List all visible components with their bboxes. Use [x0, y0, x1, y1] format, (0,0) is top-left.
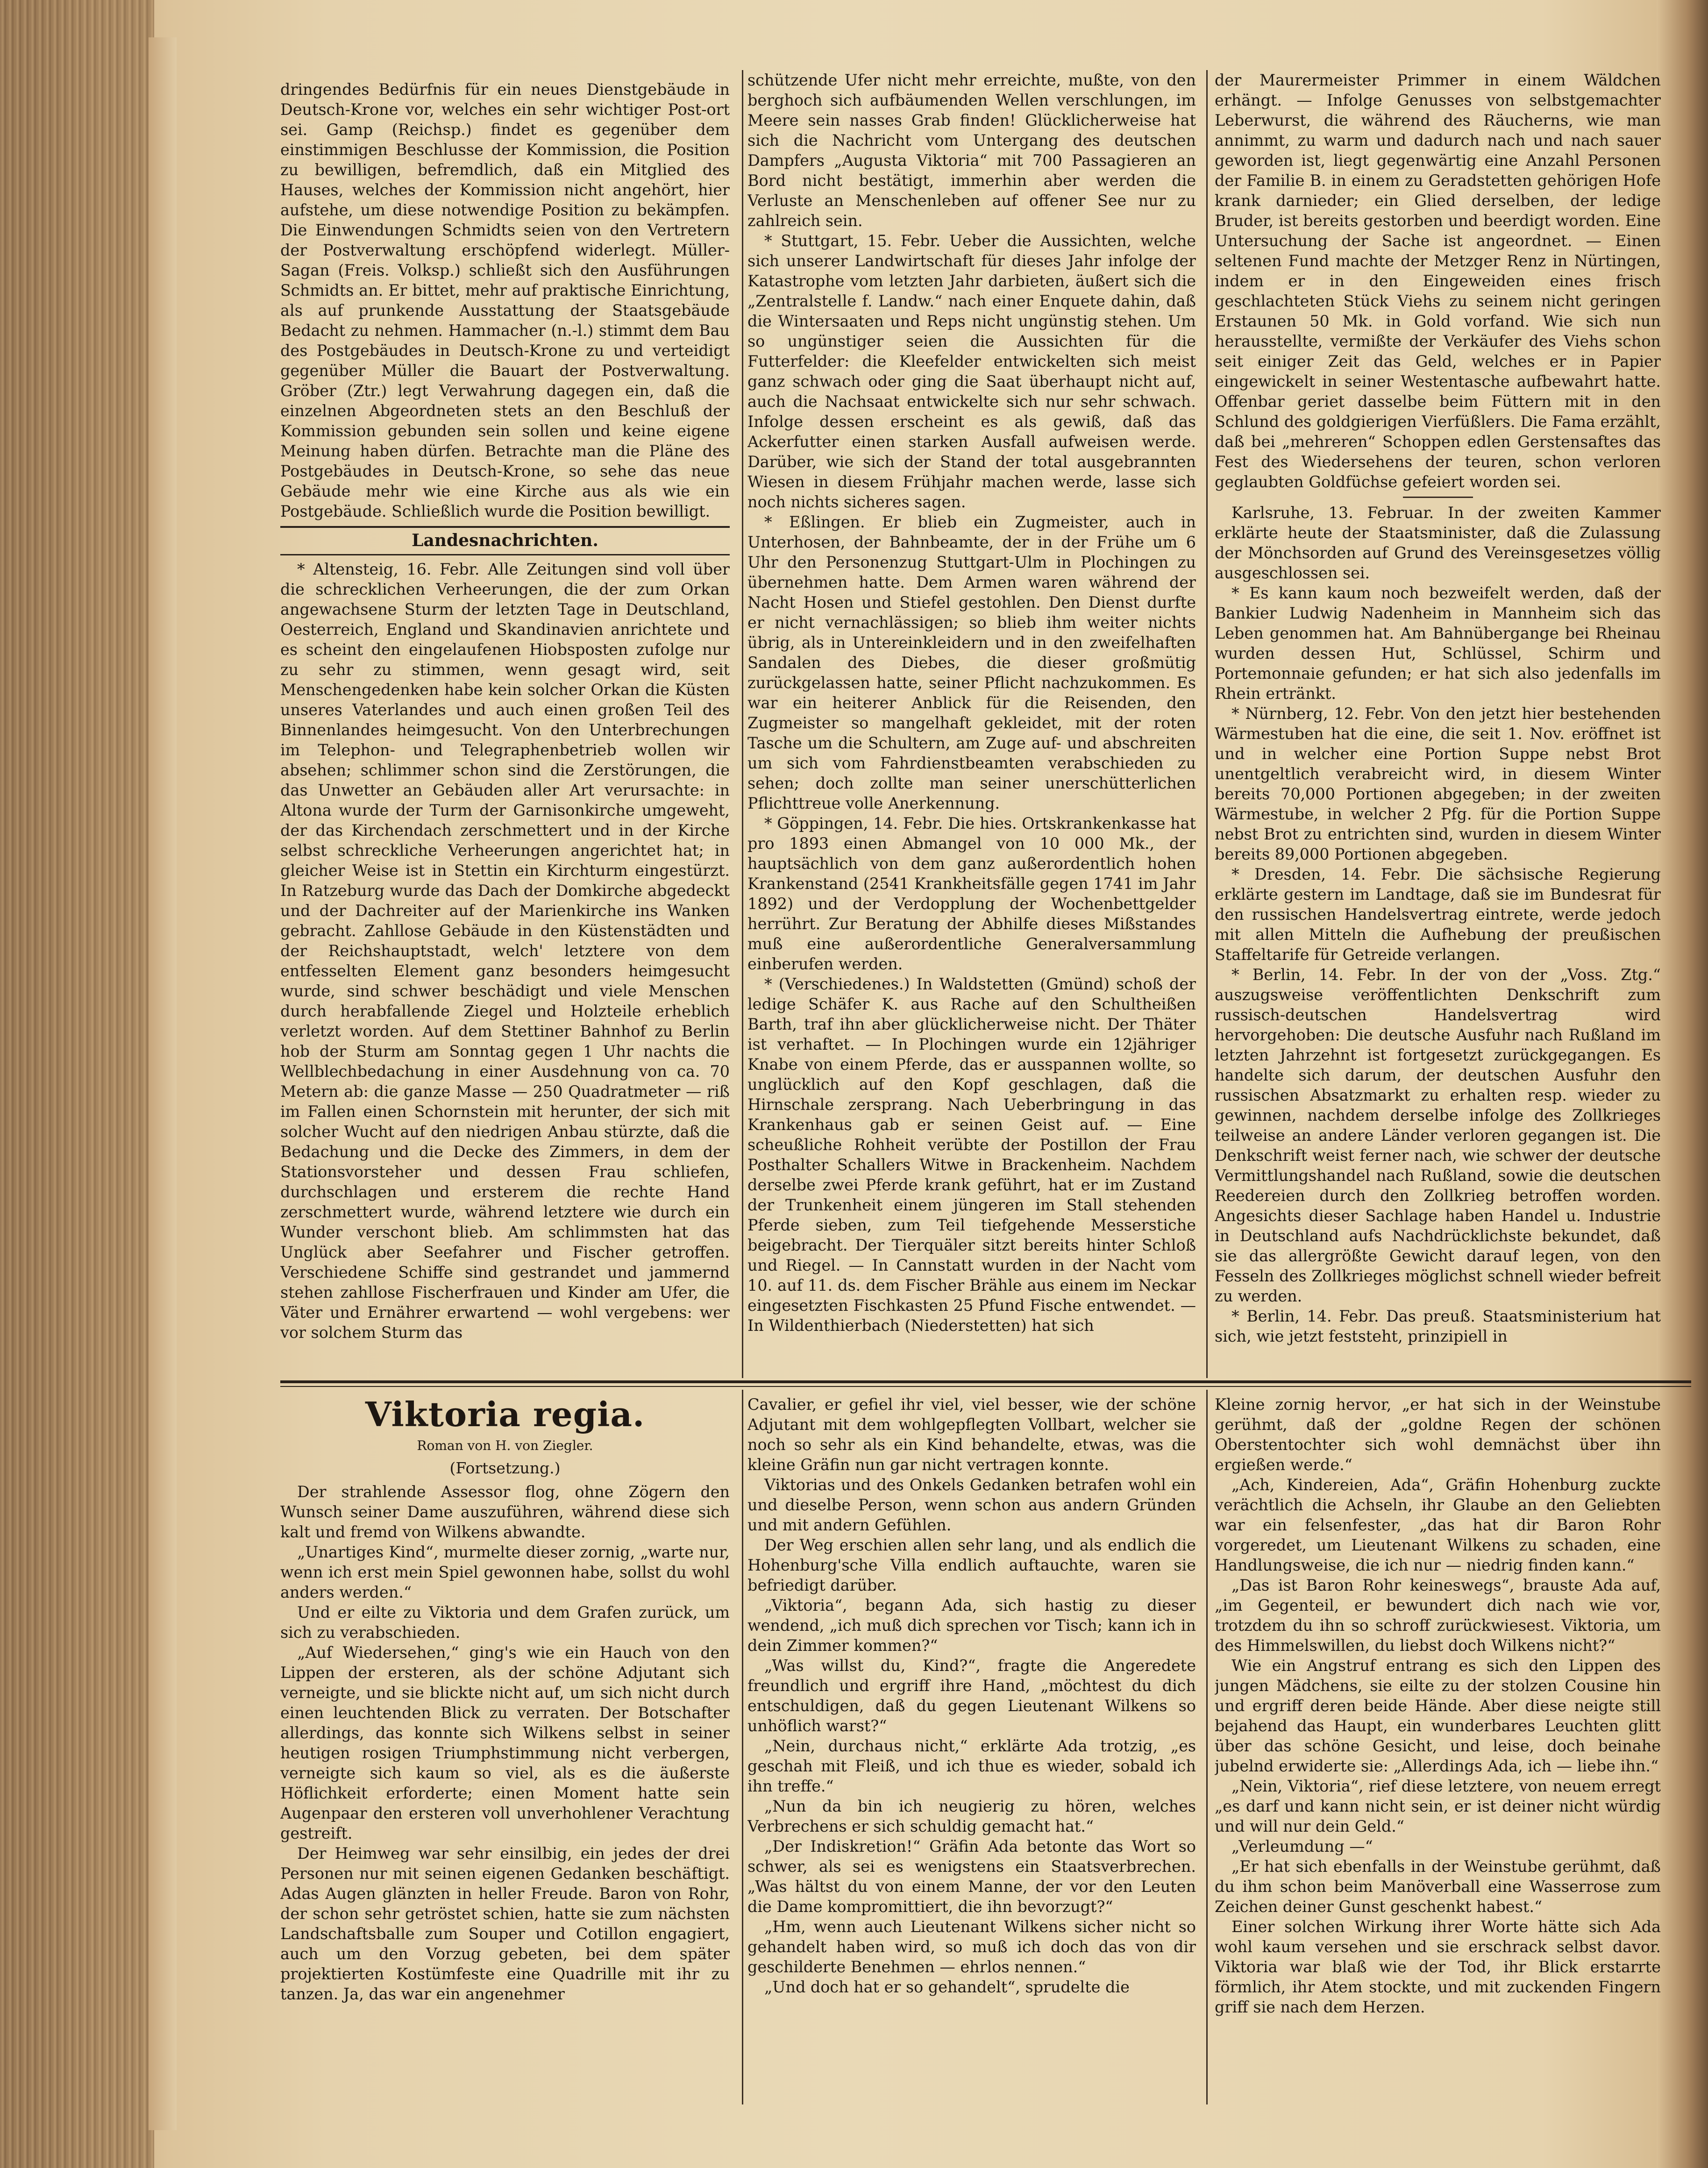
novel-paragraph: „Auf Wiedersehen,“ ging's wie ein Hauch von den Lippen der ersteren, als der schöne Adjutant sich verneigte, und sie blickte nicht auf, um sich nicht durch einen leuchtenden Blick zu verraten. Der Botschafter allerdings, das konnte sich Wilkens selbst in seiner heutigen rosigen Triumphstimmung nicht verbergen, verneigte sich kaum so viel, als es die äußerste Höflichkeit erforderte; einen Moment hatte sein Augenpaar den ersteren voll unverhohlener Verachtung gestreift.: [280, 1643, 730, 1842]
article-karlsruhe: Karlsruhe, 13. Februar. In der zweiten Kammer erklärte heute der Staatsminister, daß die Zulassung der Mönchsorden auf Grund des Vereinsgesetzes völlig ausgeschlossen sei.: [1215, 504, 1661, 582]
article-divider: [1403, 497, 1473, 498]
novel-paragraph: Und er eilte zu Viktoria und dem Grafen zurück, um sich zu verabschieden.: [280, 1603, 730, 1642]
column-rule: [1206, 1390, 1208, 2104]
novel-paragraph: „Hm, wenn auch Lieutenant Wilkens sicher nicht so gehandelt haben wird, so muß ich doch das von dir geschilderte Benehmen — ehrlos nennen.“: [747, 1918, 1196, 1976]
novel-title: Viktoria regia.: [365, 1394, 645, 1434]
section-rule: [280, 526, 730, 528]
novel-paragraph: „Verleumdung —“: [1231, 1837, 1373, 1855]
novel-paragraph: „Der Indiskretion!“ Gräfin Ada betonte das Wort so schwer, als sei es wenigstens ein Staatsverbrechen. „Was hältst du von einem Manne, der vor den Leuten die Dame kompromittiert, die ihn bevorzugt?“: [747, 1837, 1196, 1916]
next-page-edge: [1657, 0, 1708, 2168]
feuilleton-column-2: [747, 1394, 1196, 2104]
article-storm-continued: schützende Ufer nicht mehr erreichte, mußte, von den berghoch sich aufbäumenden Wellen verschlungen, im Meere sein nasses Grab finden! Glücklicherweise hat sich die Nachricht vom Untergang des deutschen Dampfers „Augusta Viktoria“ mit 700 Passagieren an Bord nicht bestätigt, immerhin aber werden die Verluste an Menschenleben auf offener See nur zu zahlreich sein.: [747, 71, 1196, 230]
novel-paragraph: „Unartiges Kind“, murmelte dieser zornig, „warte nur, wenn ich erst mein Spiel gewonnen habe, sollst du wohl anders werden.“: [280, 1543, 730, 1601]
article-parliament-continued: dringendes Bedürfnis für ein neues Dienstgebäude in Deutsch-Krone vor, welches ein sehr wichtiger Post-ort sei. Gamp (Reichsp.) findet es gegenüber dem einstimmigen Beschlusse der Kommission, die Position zu bewilligen, befremdlich, daß ein Mitglied des Hauses, welches der Kommission nicht angehört, hier aufstehe, um diese notwendige Position zu bekämpfen. Die Einwendungen Schmidts seien von den Vertretern der Postverwaltung erschöpfend widerlegt. Müller-Sagan (Freis. Volksp.) schließt sich den Ausführungen Schmidts an. Er bittet, mehr auf praktische Einrichtung, als auf prunkende Ausstattung der Staatsgebäude Bedacht zu nehmen. Hammacher (n.-l.) stimmt dem Bau des Postgebäudes in Deutsch-Krone zu und verteidigt gegenüber Müller die Bauart der Postverwaltung. Gröber (Ztr.) legt Verwahrung dagegen ein, daß die einzelnen Abgeordneten stets an den Beschluß der Kommission gebunden sein sollen und keine eigene Meinung haben dürfen. Betrachte man die Pläne des Postgebäudes in Deutsch-Krone, so sehe das neue Gebäude mehr wie eine Kirche aus als wie ein Postgebäude. Schließlich wurde die Position bewilligt.: [280, 80, 730, 520]
novel-paragraph: Der strahlende Assessor flog, ohne Zögern den Wunsch seiner Dame auszuführen, während diese sich kalt und fremd von Wilkens abwandte.: [280, 1483, 730, 1541]
news-column-1: [280, 79, 730, 1376]
column-rule: [1206, 70, 1208, 1378]
column-rule: [742, 1390, 743, 2104]
novel-paragraph: „Und doch hat er so gehandelt“, sprudelte die: [764, 1978, 1130, 1996]
article-berlin-handelsvertrag: * Berlin, 14. Febr. In der von der „Voss. Ztg.“ auszugsweise veröffentlichten Denkschrift zum russisch-deutschen Handelsvertrag wird hervorgehoben: Die deutsche Ausfuhr nach Rußland im letzten Jahrzehnt ist fortgesetzt zurückgegangen. Es handelte sich darum, der deutschen Ausfuhr den russischen Absatzmarkt zu erhalten resp. wieder zu gewinnen, nachdem derselbe infolge des Zollkrieges teilweise an andere Länder verloren gegangen ist. Die Denkschrift weist ferner nach, wie schwer der deutsche Vermittlungshandel nach Rußland, sowie die deutschen Reedereien durch den Zollkrieg betroffen worden. Angesichts dieser Sachlage haben Handel u. Industrie in Deutschland aufs Nachdrücklichste bekundet, daß sie das allergrößte Gewicht darauf legen, von den Fesseln des Zollkrieges möglichst schnell wieder befreit zu werden.: [1215, 966, 1661, 1305]
news-column-2: [747, 70, 1196, 1376]
feuilleton-column-1: [280, 1394, 730, 2104]
article-nuernberg: * Nürnberg, 12. Febr. Von den jetzt hier bestehenden Wärmestuben hat die eine, die seit 1. Nov. eröffnet ist und in welcher eine Portion Suppe nebst Brot unentgeltlich verabreicht wird, in diesem Winter bereits 70,000 Portionen abgegeben; in der zweiten Wärmestube, in welcher 2 Pfg. für die Portion Suppe nebst Brot zu entrichten sind, wurden in diesem Winter bereits 89,000 Portionen abgegeben.: [1215, 704, 1661, 863]
section-rule: [280, 554, 730, 555]
novel-paragraph: „Ach, Kindereien, Ada“, Gräfin Hohenburg zuckte verächtlich die Achseln, ihr Glaube an den Geliebten war ein felsenfester, „das hat dir Baron Rohr vorgeredet, um Lieutenant Wilkens zu schaden, eine Handlungsweise, die ich nur — niedrig finden kann.“: [1215, 1476, 1661, 1574]
novel-paragraph: Viktorias und des Onkels Gedanken betrafen wohl ein und dieselbe Person, wenn schon aus andern Gründen und mit andern Gefühlen.: [747, 1476, 1196, 1534]
page-stack-edge: [149, 37, 177, 2130]
feuilleton-column-3: [1215, 1394, 1661, 2104]
novel-paragraph: Der Weg erschien allen sehr lang, und als endlich die Hohenburg'sche Villa endlich auftauchte, waren sie befriedigt darüber.: [747, 1536, 1196, 1594]
novel-paragraph: „Nein, Viktoria“, rief diese letztere, von neuem erregt „es darf und kann nicht sein, er ist deiner nicht würdig und will nur dein Geld.“: [1215, 1777, 1661, 1835]
article-mannheim: * Es kann kaum noch bezweifelt werden, daß der Bankier Ludwig Nadenheim in Mannheim sich das Leben genommen hat. Am Bahnübergange bei Rheinau wurden dessen Hut, Schlüssel, Schirm und Portemonnaie gefunden; er hat sich also jedenfalls im Rhein ertränkt.: [1215, 584, 1661, 703]
column-rule: [742, 70, 743, 1378]
novel-paragraph: „Nun da bin ich neugierig zu hören, welches Verbrechens er sich schuldig gemacht hat.“: [747, 1797, 1196, 1835]
novel-continuation-note: (Fortsetzung.): [449, 1459, 561, 1477]
novel-paragraph: Cavalier, er gefiel ihr viel, viel besser, wie der schöne Adjutant mit dem wohlgepflegten Vollbart, welcher sie noch so sehr als ein Kind behandelte, etwas, was die kleine Gräfin nun gar nicht vertragen konnte.: [747, 1395, 1196, 1474]
book-binding: [0, 0, 154, 2168]
article-esslingen: * Eßlingen. Er blieb ein Zugmeister, auch in Unterhosen, der Bahnbeamte, der in der Frühe um 6 Uhr den Personenzug Stuttgart-Ulm in Plochingen zu übernehmen hatte. Dem Armen waren während der Nacht Hosen und Stiefel gestohlen. Den Dienst durfte er nicht vernachlässigen; so blieb ihm weiter nichts übrig, als in Untereinkleidern und in den zweifelhaften Sandalen des Diebes, die dieser großmütig zurückgelassen hatte, seiner Pflicht nachzukommen. Es war ein heiterer Anblick für die Reisenden, den Zugmeister so mangelhaft gekleidet, mit der roten Tasche um die Schultern, am Zuge auf- und abschreiten um sich vom Fahrdienstbeamten verabschieden zu sehen; doch zollte man seiner unerschütterlichen Pflichttreue volle Anerkennung.: [747, 513, 1196, 812]
section-heading-landesnachrichten: Landesnachrichten.: [412, 531, 598, 550]
novel-paragraph: Wie ein Angstruf entrang es sich den Lippen des jungen Mädchens, sie eilte zu der stolzen Cousine hin und ergriff deren beide Hände. Aber diese neigte still bejahend das Haupt, ein wunderbares Leuchten glitt über das schöne Gesicht, und leise, doch beinahe jubelnd erwiderte sie: „Allerdings Ada, ich — liebe ihn.“: [1215, 1656, 1661, 1775]
novel-paragraph: „Er hat sich ebenfalls in der Weinstube gerühmt, daß du ihm schon beim Manöverball eine Wasserrose zum Zeichen deiner Gunst geschenkt habest.“: [1215, 1857, 1661, 1916]
novel-paragraph: Kleine zornig hervor, „er hat sich in der Weinstube gerühmt, daß der „goldne Regen der schönen Oberstentochter sich wohl demnächst über ihn ergießen werde.“: [1215, 1395, 1661, 1474]
feuilleton-separator: [280, 1380, 1691, 1383]
article-altensteig: * Altensteig, 16. Febr. Alle Zeitungen sind voll über die schrecklichen Verheerungen, die der zum Orkan angewachsene Sturm der letzten Tage in Deutschland, Oesterreich, England und Skandinavien anrichtete und es scheint den eingelaufenen Hiobsposten zufolge nur zu sehr zu stimmen, wenn gesagt wird, seit Menschengedenken habe kein solcher Orkan die Küsten unseres Vaterlandes und auch einen großen Teil des Binnenlandes heimgesucht. Von den Unterbrechungen im Telephon- und Telegraphenbetrieb wollen wir absehen; schlimmer schon sind die Zerstörungen, die das Unwetter an Gebäuden aller Art verursachte: in Altona wurde der Turm der Garnisonkirche umgeweht, der das Kirchendach zerschmettert und in der Kirche selbst schreckliche Verheerungen angerichtet hat; in gleicher Weise ist in Stettin ein Kirchturm eingestürzt. In Ratzeburg wurde das Dach der Domkirche abgedeckt und der Dachreiter auf der Marienkirche ins Wanken gebracht. Zahllose Gebäude in den Küstenstädten und der Reichshauptstadt, welch' letztere von dem entfesselten Element ganz besonders heimgesucht wurde, sind schwer beschädigt und viele Menschen durch herabfallende Ziegel und Holzteile erheblich verletzt worden. Auf dem Stettiner Bahnhof zu Berlin hob der Sturm am Sonntag gegen 1 Uhr nachts die Wellblechbedachung in einer Ausdehnung von ca. 70 Metern ab: die ganze Masse — 250 Quadratmeter — riß im Fallen einen Schornstein mit herunter, der sich mit solcher Wucht auf den niedrigen Anbau stürzte, daß die Bedachung und die Decke des Zimmers, in dem der Stationsvorsteher und dessen Frau schliefen, durchschlagen und ersterem die rechte Hand zerschmettert wurde, während letztere wie durch ein Wunder verschont blieb. Am schlimmsten hat das Unglück aber Seefahrer und Fischer getroffen. Verschiedene Schiffe sind gestrandet und jammernd stehen zahllose Fischerfrauen und Kinder am Ufer, die Väter und Ernährer erwartend — wohl vergebens: wer vor solchem Sturm das: [280, 560, 730, 1342]
article-berlin-staatsministerium: * Berlin, 14. Febr. Das preuß. Staatsministerium hat sich, wie jetzt feststeht, prinzipiell in: [1215, 1307, 1661, 1345]
article-verschiedenes: * (Verschiedenes.) In Waldstetten (Gmünd) schoß der ledige Schäfer K. aus Rache auf den Schultheißen Barth, traf ihn aber glücklicherweise nicht. Der Thäter ist verhaftet. — In Plochingen wurde ein 12jähriger Knabe von einem Pferde, das er ausspannen wollte, so unglücklich auf den Kopf geschlagen, daß die Hirnschale zersprang. Nach Ueberbringung in das Krankenhaus gab er seinen Geist auf. — Eine scheußliche Rohheit verübte der Postillon der Frau Posthalter Schallers Witwe in Brackenheim. Nachdem derselbe zwei Pferde krank geführt, hat er im Zustand der Trunkenheit einem jüngeren im Stall stehenden Pferde sieben, zum Teil tiefgehende Messerstiche beigebracht. Der Tierquäler sitzt bereits hinter Schloß und Riegel. — In Cannstatt wurden in der Nacht vom 10. auf 11. ds. dem Fischer Brähle aus einem im Neckar eingesetzten Fischkasten 25 Pfund Fische entwendet. — In Wildenthierbach (Niederstetten) hat sich: [747, 975, 1196, 1335]
news-column-3: [1215, 70, 1661, 1376]
novel-byline: Roman von H. von Ziegler.: [417, 1438, 593, 1453]
article-goeppingen: * Göppingen, 14. Febr. Die hies. Ortskrankenkasse hat pro 1893 einen Abmangel von 10 000 Mk., der hauptsächlich von dem ganz außerordentlich hohen Krankenstand (2541 Krankheitsfälle gegen 1741 im Jahr 1892) und der Verdopplung der Wochenbettgelder herrührt. Zur Beratung der Abhilfe dieses Mißstandes muß eine außerordentliche Generalversammlung einberufen werden.: [747, 814, 1196, 973]
article-dresden: * Dresden, 14. Febr. Die sächsische Regierung erklärte gestern im Landtage, daß sie im Bundesrat für den russischen Handelsvertrag eintrete, werde jedoch mit allen Mitteln die Aufhebung der preußischen Staffeltarife für Getreide verlangen.: [1215, 865, 1661, 964]
novel-paragraph: „Was willst du, Kind?“, fragte die Angeredete freundlich und ergriff ihre Hand, „möchtest du dich entschuldigen, daß du gegen Lieutenant Wilkens so unhöflich warst?“: [747, 1656, 1196, 1735]
article-stuttgart: * Stuttgart, 15. Febr. Ueber die Aussichten, welche sich unserer Landwirtschaft für dieses Jahr infolge der Katastrophe vom letzten Jahr darbieten, äußert sich die „Zentralstelle f. Landw.“ nach einer Enquete dahin, daß die Wintersaaten und Reps nicht ungünstig stehen. Um so ungünstiger seien die Aussichten für die Futterfelder: die Kleefelder entwickelten sich meist ganz schwach oder ging die Saat überhaupt nicht auf, auch die Nachsaat entwickelte sich nur sehr schwach. Infolge dessen erscheint es als gewiß, daß das Ackerfutter einen starken Ausfall aufweisen werde. Darüber, wie sich der Stand der total ausgebrannten Wiesen in diesem Frühjahr machen werde, lasse sich noch nichts sicheres sagen.: [747, 232, 1196, 511]
novel-paragraph: „Das ist Baron Rohr keineswegs“, brauste Ada auf, „im Gegenteil, er bewundert dich nach wie vor, trotzdem du ihn so schroff zurückwiesest. Viktoria, um des Himmelswillen, du liebst doch Wilkens nicht?“: [1215, 1576, 1661, 1655]
novel-paragraph: Einer solchen Wirkung ihrer Worte hätte sich Ada wohl kaum versehen und sie erschrack selbst davor. Viktoria war blaß wie der Tod, ihr Blick erstarrte förmlich, ihr Atem stockte, und mit zuckenden Fingern griff sie nach dem Herzen.: [1215, 1918, 1661, 2016]
feuilleton-separator-thin: [280, 1386, 1691, 1387]
novel-paragraph: „Nein, durchaus nicht,“ erklärte Ada trotzig, „es geschah mit Fleiß, und ich thue es wieder, sobald ich ihn treffe.“: [747, 1737, 1196, 1795]
article-maurermeister-continued: der Maurermeister Primmer in einem Wäldchen erhängt. — Infolge Genusses von selbstgemachter Leberwurst, die während des Räucherns, wie man annimmt, zu warm und dadurch nach und nach sauer geworden ist, liegt gegenwärtig eine Anzahl Personen der Familie B. in einem zu Geradstetten gehörigen Hofe krank darnieder; ein Glied derselben, der ledige Bruder, ist bereits gestorben und beerdigt worden. Eine Untersuchung der Sache ist angeordnet. — Einen seltenen Fund machte der Metzger Renz in Nürtingen, indem er in den Eingeweiden eines frisch geschlachteten Stück Viehs zu seinem nicht geringen Erstaunen 50 Mk. in Gold vorfand. Wie sich nun herausstellte, vermißte der Verkäufer des Viehs schon seit einiger Zeit das Geld, welches er in Papier eingewickelt in seiner Westentasche aufbewahrt hatte. Offenbar geriet dasselbe beim Füttern mit in den Schlund des goldgierigen Vierfüßlers. Die Fama erzählt, daß bei „mehreren“ Schoppen edlen Gerstensaftes das Fest des Wiedersehens der teuren, schon verloren geglaubten Goldfüchse gefeiert worden sei.: [1215, 71, 1661, 491]
novel-paragraph: Der Heimweg war sehr einsilbig, ein jedes der drei Personen nur mit seinen eigenen Gedanken beschäftigt. Adas Augen glänzten in heller Freude. Baron von Rohr, der schon sehr getröstet schien, hatte sie zum nächsten Landschaftsballe zum Souper und Cotillon engagiert, auch um den Vorzug gebeten, bei dem später projektierten Kostümfeste eine Quadrille mit ihr zu tanzen. Ja, das war ein angenehmer: [280, 1844, 730, 2003]
novel-paragraph: „Viktoria“, begann Ada, sich hastig zu dieser wendend, „ich muß dich sprechen vor Tisch; kann ich in dein Zimmer kommen?“: [747, 1596, 1196, 1655]
